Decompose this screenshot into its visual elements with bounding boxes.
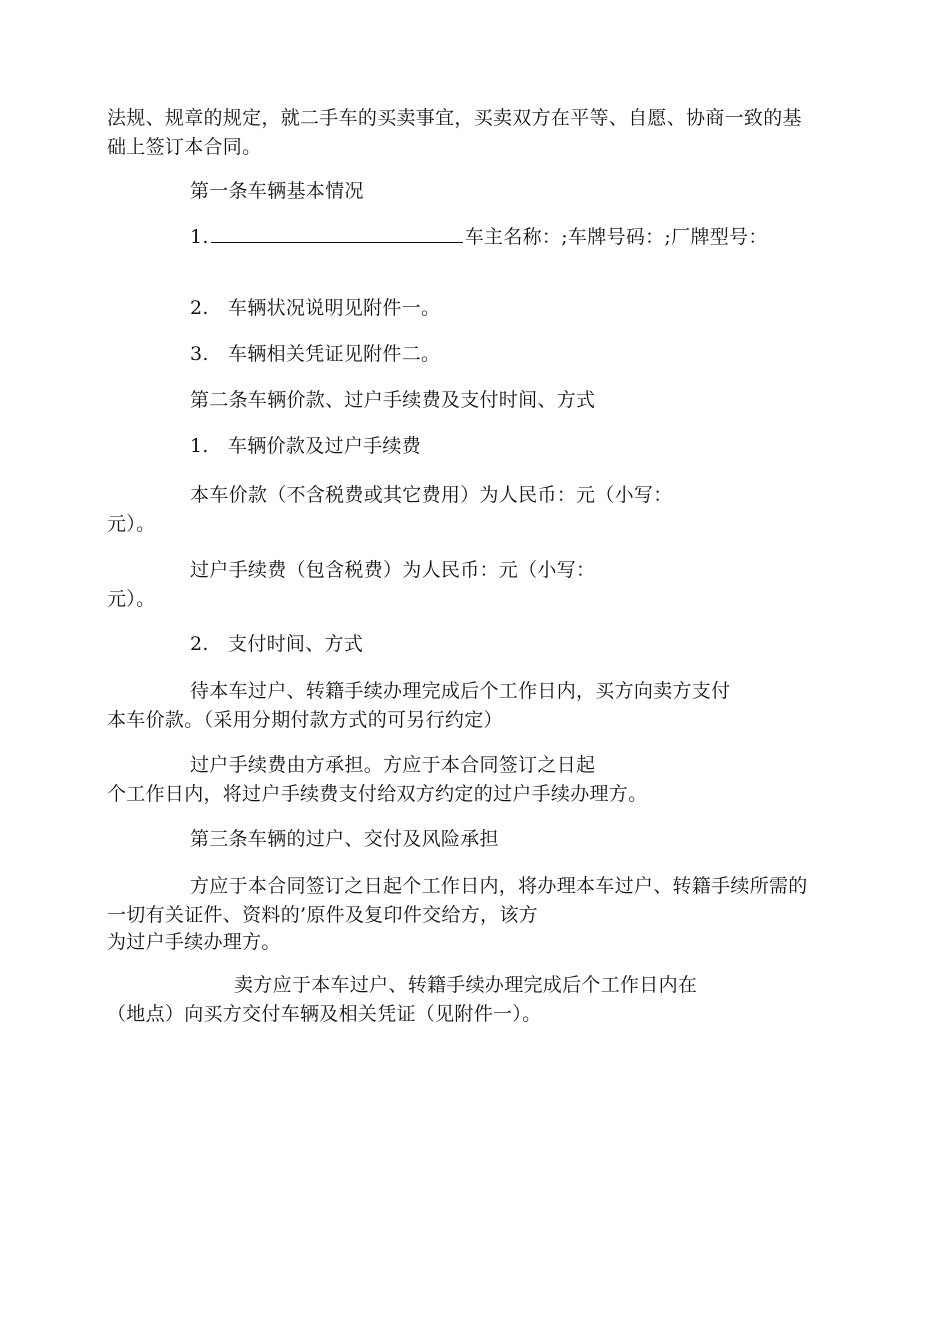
- intro-line-2: 础上签订本合同。: [107, 136, 262, 158]
- transfer-line-3: 为过户手续办理方。: [107, 931, 281, 953]
- fee-line-2: 元）。: [107, 588, 156, 610]
- article-1-title: 第一条车辆基本情况: [190, 180, 364, 202]
- fee-line-1: 过户手续费（包含税费）为人民币：元（小写：: [190, 559, 596, 581]
- payment-line-1: 待本车过户、转籍手续办理完成后个工作日内，买方向卖方支付: [190, 680, 731, 702]
- payment-line-2: 本车价款。（采用分期付款方式的可另行约定）: [107, 709, 503, 731]
- intro-line-1: 法规、规章的规定，就二手车的买卖事宜，买卖双方在平等、自愿、协商一致的基: [107, 107, 802, 129]
- article-1-item-3: 3. 车辆相关凭证见附件二。: [190, 343, 441, 365]
- delivery-line-2: （地点）向买方交付车辆及相关凭证（见附件一）。: [107, 1003, 542, 1025]
- fee-payment-line-1: 过户手续费由方承担。方应于本合同签订之日起: [190, 754, 596, 776]
- transfer-line-2: 一切有关证件、资料的’原件及复印件交给方，该方: [107, 904, 538, 926]
- article-2-title: 第二条车辆价款、过户手续费及支付时间、方式: [190, 389, 596, 411]
- article-2-item-1: 1. 车辆价款及过户手续费: [190, 435, 422, 457]
- item-text: 车主名称：;车牌号码：;厂牌型号：: [464, 226, 768, 248]
- article-1-item-2: 2. 车辆状况说明见附件一。: [190, 297, 441, 319]
- price-line-2: 元）。: [107, 513, 156, 535]
- fee-payment-line-2: 个工作日内，将过户手续费支付给双方约定的过户手续办理方。: [107, 783, 648, 805]
- article-2-item-2: 2. 支付时间、方式: [190, 633, 364, 655]
- delivery-line-1: 卖方应于本车过户、转籍手续办理完成后个工作日内在: [234, 974, 698, 996]
- transfer-line-1: 方应于本合同签订之日起个工作日内，将办理本车过户、转籍手续所需的: [190, 875, 808, 897]
- article-3-title: 第三条车辆的过户、交付及风险承担: [190, 828, 499, 850]
- article-1-item-1: [190, 224, 768, 250]
- price-line-1: 本车价款（不含税费或其它费用）为人民币：元（小写：: [190, 484, 673, 506]
- blank-underline: [211, 224, 463, 243]
- item-number: 1.: [190, 226, 209, 248]
